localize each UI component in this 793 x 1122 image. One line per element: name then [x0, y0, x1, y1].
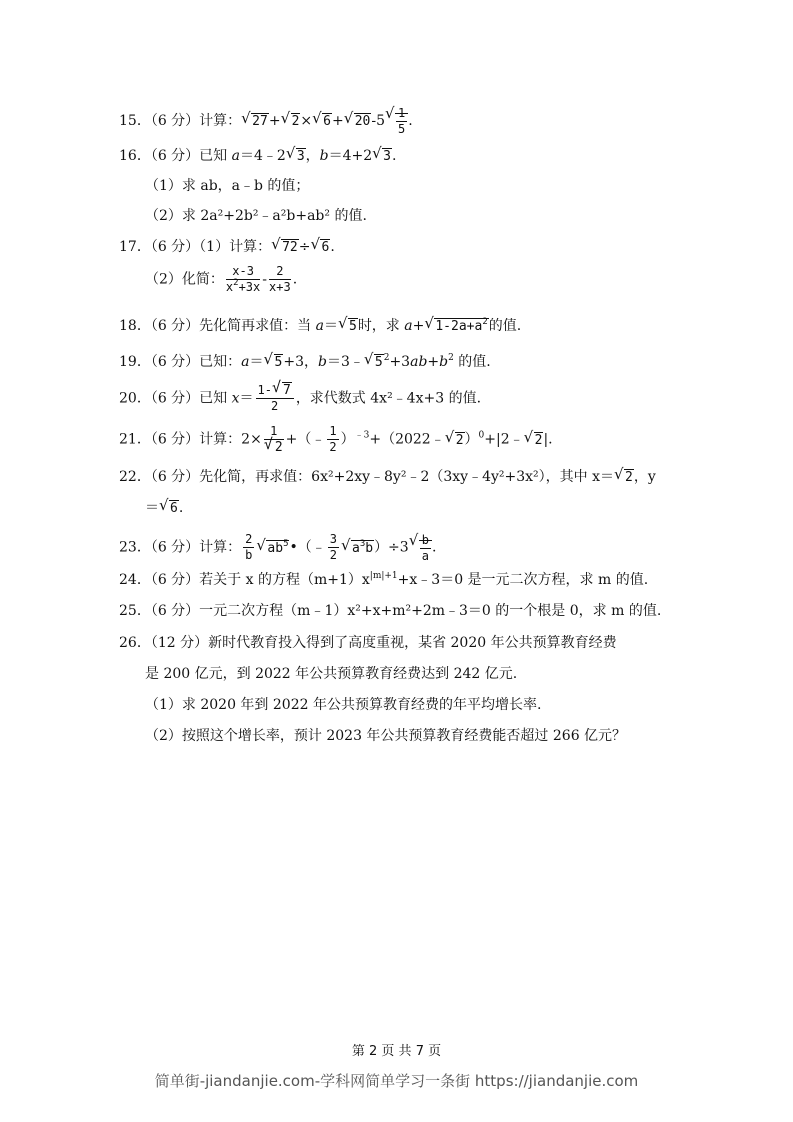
question-26-part-2: （2）按照这个增长率，预计 2023 年公共预算教育经费能否超过 266 亿元？	[145, 728, 627, 744]
question-19: 19．（6 分）已知：a＝√ 5+3，b＝3﹣√ $5^2+3ab+b^2$ 的值.	[119, 352, 491, 373]
question-26-part-1: （1）求 2020 年到 2022 年公共预算教育经费的年平均增长率.	[145, 697, 542, 713]
question-26: 26．（12 分）新时代教育投入得到了高度重视，某省 2020 年公共预算教育经费	[119, 635, 617, 651]
question-17-part-2: （2）化简： $\frac{x-3}{x^2+3x}$ - $\frac{2}{x+3}$ .	[145, 264, 298, 294]
question-16-part-1: （1）求 ab，a﹣b 的值；	[145, 178, 310, 194]
question-23: 23．（6 分）计算： $\frac{2}{b}$ √ $ab^5•(﹣$ $\frac{3}{2}$ √ $a^3b)\div 3$ √ $\frac{b}{a}$ .	[119, 532, 436, 564]
site-watermark: 简单街-jiandanjie.com-学科网简单学习一条街 https://jiandanjie.com	[154, 1072, 639, 1090]
question-16-part-2: （2）求 2a²+2b²﹣a²b+ab² 的值.	[145, 208, 367, 224]
question-26-line-2: 是 200 亿元，到 2022 年公共预算教育经费达到 242 亿元.	[145, 666, 518, 682]
question-17: 17．（6 分）（1）计算：√ 72÷√ 6.	[119, 237, 335, 258]
question-16: 16．（6 分）已知 a＝4﹣2√ 3，b＝4+2√ 3.	[119, 146, 396, 167]
page-number: 第 2 页 共 7 页	[351, 1044, 442, 1059]
question-18: 18．（6 分）先化简再求值：当 a＝√ 5时，求 a+√ $1-2a+a^2$的值.	[119, 316, 521, 337]
question-24: 24．（6 分）若关于 x 的方程$(m+1)x^{|m|+1}+x﹣3=0$ 是一元二次方程，求 m 的值.	[119, 571, 649, 588]
question-20: 20．（6 分）已知 x＝ $\frac{1-√ 7}{2}$ ，求代数式 4x²﹣4x+3 的值.	[119, 383, 481, 414]
question-22-continued: ＝√ 6.	[145, 498, 183, 519]
question-22: 22．（6 分）先化简，再求值：6x²+2xy﹣8y²﹣2（3xy﹣4y²+3x²），其中 x＝√ 2，y	[119, 467, 656, 488]
question-25: 25．（6 分）一元二次方程（m﹣1）x²+x+m²+2m﹣3＝0 的一个根是 0，求 m 的值.	[119, 603, 662, 619]
question-21: 21．（6 分）计算：2× 1 √ 2 +（﹣ $\frac{1}{2}$ ）$^{﹣3}$+（2022﹣√ 2）$^0$+|2﹣√ 2|.	[119, 424, 553, 455]
question-15: 15．（6 分）计算：√ 27+√ 2×√ 6+√ 20-5 √ $\frac{1}{5}$ .	[119, 106, 413, 137]
